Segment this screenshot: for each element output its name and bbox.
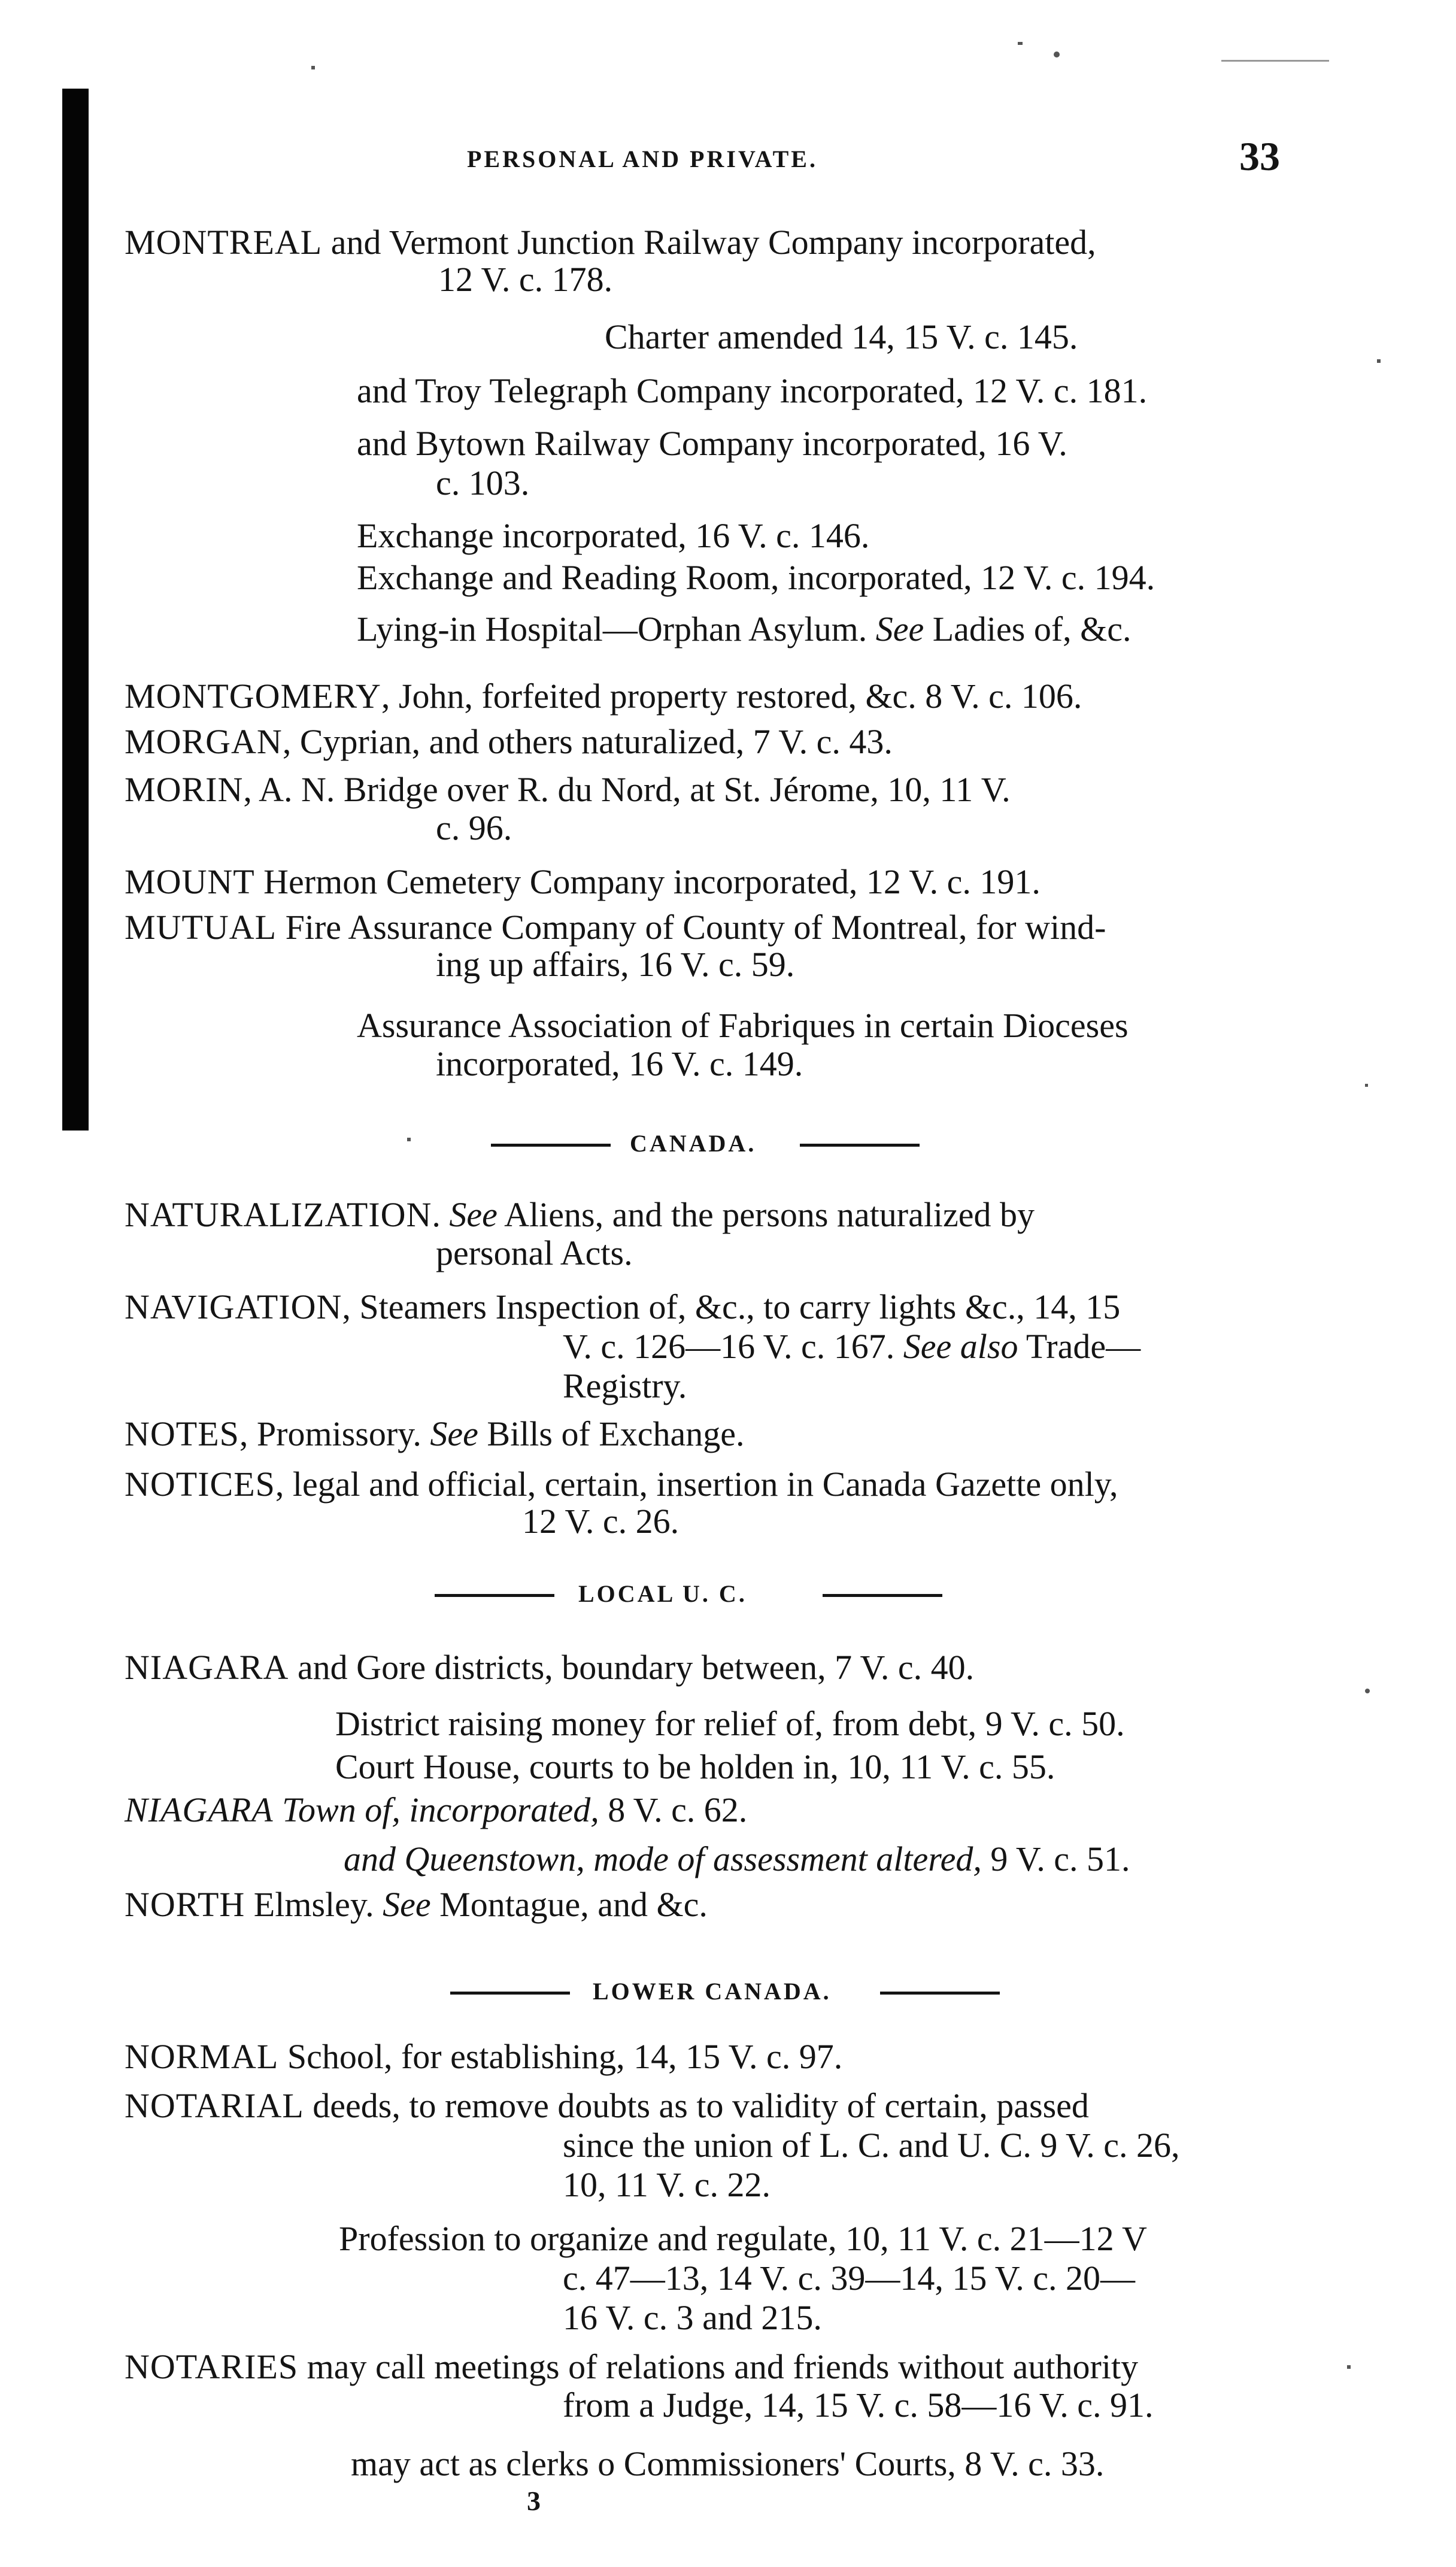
entry-head: NOTES <box>125 1414 239 1453</box>
entry-text: , A. N. Bridge over R. du Nord, at St. Jérome, 10, 11 V. <box>243 770 1011 809</box>
entry-text: Exchange and Reading Room, incorporated, 12 V. c. 194. <box>357 558 1155 597</box>
entry-text: 9 V. c. 51. <box>981 1839 1130 1878</box>
entry-continuation: 16 V. c. 3 and 215. <box>563 2298 822 2337</box>
entry-continuation: from a Judge, 14, 15 V. c. 58—16 V. c. 91. <box>563 2386 1154 2424</box>
entry-text: , Promissory. <box>239 1414 430 1453</box>
entry-text: . <box>432 1195 450 1234</box>
entry-continuation: c. 47—13, 14 V. c. 39—14, 15 V. c. 20— <box>563 2259 1135 2298</box>
entry-text: Elmsley. <box>245 1885 383 1924</box>
entry-head: NIAGARA <box>125 1790 274 1829</box>
entry-text: Lying-in Hospital—Orphan Asylum. <box>357 610 867 648</box>
entry-head: NOTICES <box>125 1465 275 1504</box>
entry-head: NATURALIZATION <box>125 1195 432 1234</box>
section-divider-local-uc <box>0 1576 1456 1612</box>
entry-head: MONTGOMERY <box>125 677 381 716</box>
scan-speck <box>1054 51 1060 57</box>
entry-continuation: V. c. 126—16 V. c. 167. <box>563 1327 895 1366</box>
page-number: 33 <box>1239 134 1280 179</box>
entry-continuation: c. 103. <box>436 463 530 502</box>
scan-speck <box>311 66 315 69</box>
entry-head: MORIN <box>125 770 244 809</box>
entry-text: Fire Assurance Company of County of Montreal, for wind- <box>277 908 1106 947</box>
entry-text: and Vermont Junction Railway Company incorporated, <box>322 223 1096 262</box>
entry-text: and Bytown Railway Company incorporated, 16 V. <box>357 424 1067 463</box>
running-title: PERSONAL AND PRIVATE. <box>467 146 818 172</box>
divider-rule-right <box>880 1992 1000 1995</box>
entry-head: MORGAN <box>125 722 283 761</box>
entry-text: Montague, and &c. <box>430 1885 708 1924</box>
divider-rule-right <box>800 1144 920 1147</box>
entry-text: Ladies of, &c. <box>924 610 1132 648</box>
divider-rule-left <box>435 1594 554 1597</box>
divider-rule-right <box>823 1594 942 1597</box>
entry-text: 8 V. c. 62. <box>599 1790 748 1829</box>
see-reference: See <box>875 610 924 648</box>
entry-text: Town of, incorporated, <box>273 1790 599 1829</box>
entry-continuation: c. 96. <box>436 808 512 847</box>
entry-text: and Queenstown, mode of assessment altered, <box>344 1839 982 1878</box>
entry-text: Exchange incorporated, 16 V. c. 146. <box>357 516 870 555</box>
entry-head: NIAGARA <box>125 1648 289 1687</box>
entry-text: Profession to organize and regulate, 10, 11 V. c. 21—12 V <box>339 2219 1147 2258</box>
entry-text: Aliens, and the persons naturalized by <box>497 1195 1035 1234</box>
entry-head: NORMAL <box>125 2037 279 2076</box>
scan-speck <box>1347 2365 1351 2369</box>
entry-text: , Steamers Inspection of, &c., to carry lights &c., 14, 15 <box>342 1287 1121 1326</box>
entry-text: District raising money for relief of, from debt, 9 V. c. 50. <box>335 1704 1125 1743</box>
section-divider-lower-canada <box>0 1974 1456 2010</box>
entry-text: School, for establishing, 14, 15 V. c. 97. <box>278 2037 843 2076</box>
scan-speck <box>1365 1084 1368 1087</box>
entry-head: NOTARIAL <box>125 2086 304 2125</box>
entry-head: MOUNT <box>125 862 255 901</box>
entry-text: Assurance Association of Fabriques in certain Dioceses <box>357 1006 1129 1045</box>
entry-text: , legal and official, certain, insertion in Canada Gazette only, <box>275 1465 1118 1504</box>
scan-speck <box>1365 1689 1370 1693</box>
entry-continuation: 12 V. c. 26. <box>522 1502 680 1541</box>
scan-speck <box>407 1138 411 1141</box>
page-header <box>0 133 1456 181</box>
entry-text: Trade— <box>1018 1327 1141 1366</box>
entry-continuation: personal Acts. <box>436 1234 633 1272</box>
scan-speck <box>1377 359 1381 363</box>
see-reference: See <box>383 1885 431 1924</box>
entry-continuation: Registry. <box>563 1366 687 1405</box>
entry-text: may act as clerks o Commissioners' Courts, 8 V. c. 33. <box>351 2444 1105 2483</box>
entry-text: may call meetings of relations and friends without authority <box>298 2347 1139 2386</box>
binding-shadow <box>62 89 89 1131</box>
see-reference: See also <box>903 1327 1018 1366</box>
entry-text: Charter amended 14, 15 V. c. 145. <box>605 317 1078 356</box>
entry-text: and Gore districts, boundary between, 7 V. c. 40. <box>289 1648 975 1687</box>
see-reference: See <box>430 1414 478 1453</box>
entry-text: Hermon Cemetery Company incorporated, 12 V. c. 191. <box>254 862 1041 901</box>
entry-text: Court House, courts to be holden in, 10, 11 V. c. 55. <box>335 1747 1055 1786</box>
section-divider-canada <box>0 1126 1456 1162</box>
entry-continuation: ing up affairs, 16 V. c. 59. <box>436 945 795 984</box>
section-title: CANADA. <box>630 1130 757 1157</box>
entry-continuation: 12 V. c. 178. <box>438 260 613 299</box>
entry-head: NOTARIES <box>125 2347 299 2386</box>
scan-speck <box>1221 60 1329 62</box>
divider-rule-left <box>491 1144 611 1147</box>
divider-rule-left <box>450 1992 570 1995</box>
section-title: LOWER CANADA. <box>593 1978 832 2005</box>
entry-head: NORTH <box>125 1885 245 1924</box>
see-reference: See <box>449 1195 498 1234</box>
signature-mark: 3 <box>527 2486 541 2516</box>
entry-text: , John, forfeited property restored, &c. 8 V. c. 106. <box>381 677 1082 716</box>
entry-text: deeds, to remove doubts as to validity of certain, passed <box>304 2086 1089 2125</box>
entry-text: Bills of Exchange. <box>478 1414 745 1453</box>
entry-head: MONTREAL <box>125 223 323 262</box>
entry-continuation: since the union of L. C. and U. C. 9 V. c. 26, <box>563 2126 1180 2165</box>
entry-text: , Cyprian, and others naturalized, 7 V. c. 43. <box>282 722 893 761</box>
entry-continuation: incorporated, 16 V. c. 149. <box>436 1044 803 1083</box>
scan-speck <box>1018 42 1023 45</box>
entry-head: NAVIGATION <box>125 1287 342 1326</box>
entry-continuation: 10, 11 V. c. 22. <box>563 2165 771 2204</box>
entry-head: MUTUAL <box>125 908 277 947</box>
entry-text: and Troy Telegraph Company incorporated, 12 V. c. 181. <box>357 371 1148 410</box>
section-title: LOCAL U. C. <box>578 1580 747 1607</box>
